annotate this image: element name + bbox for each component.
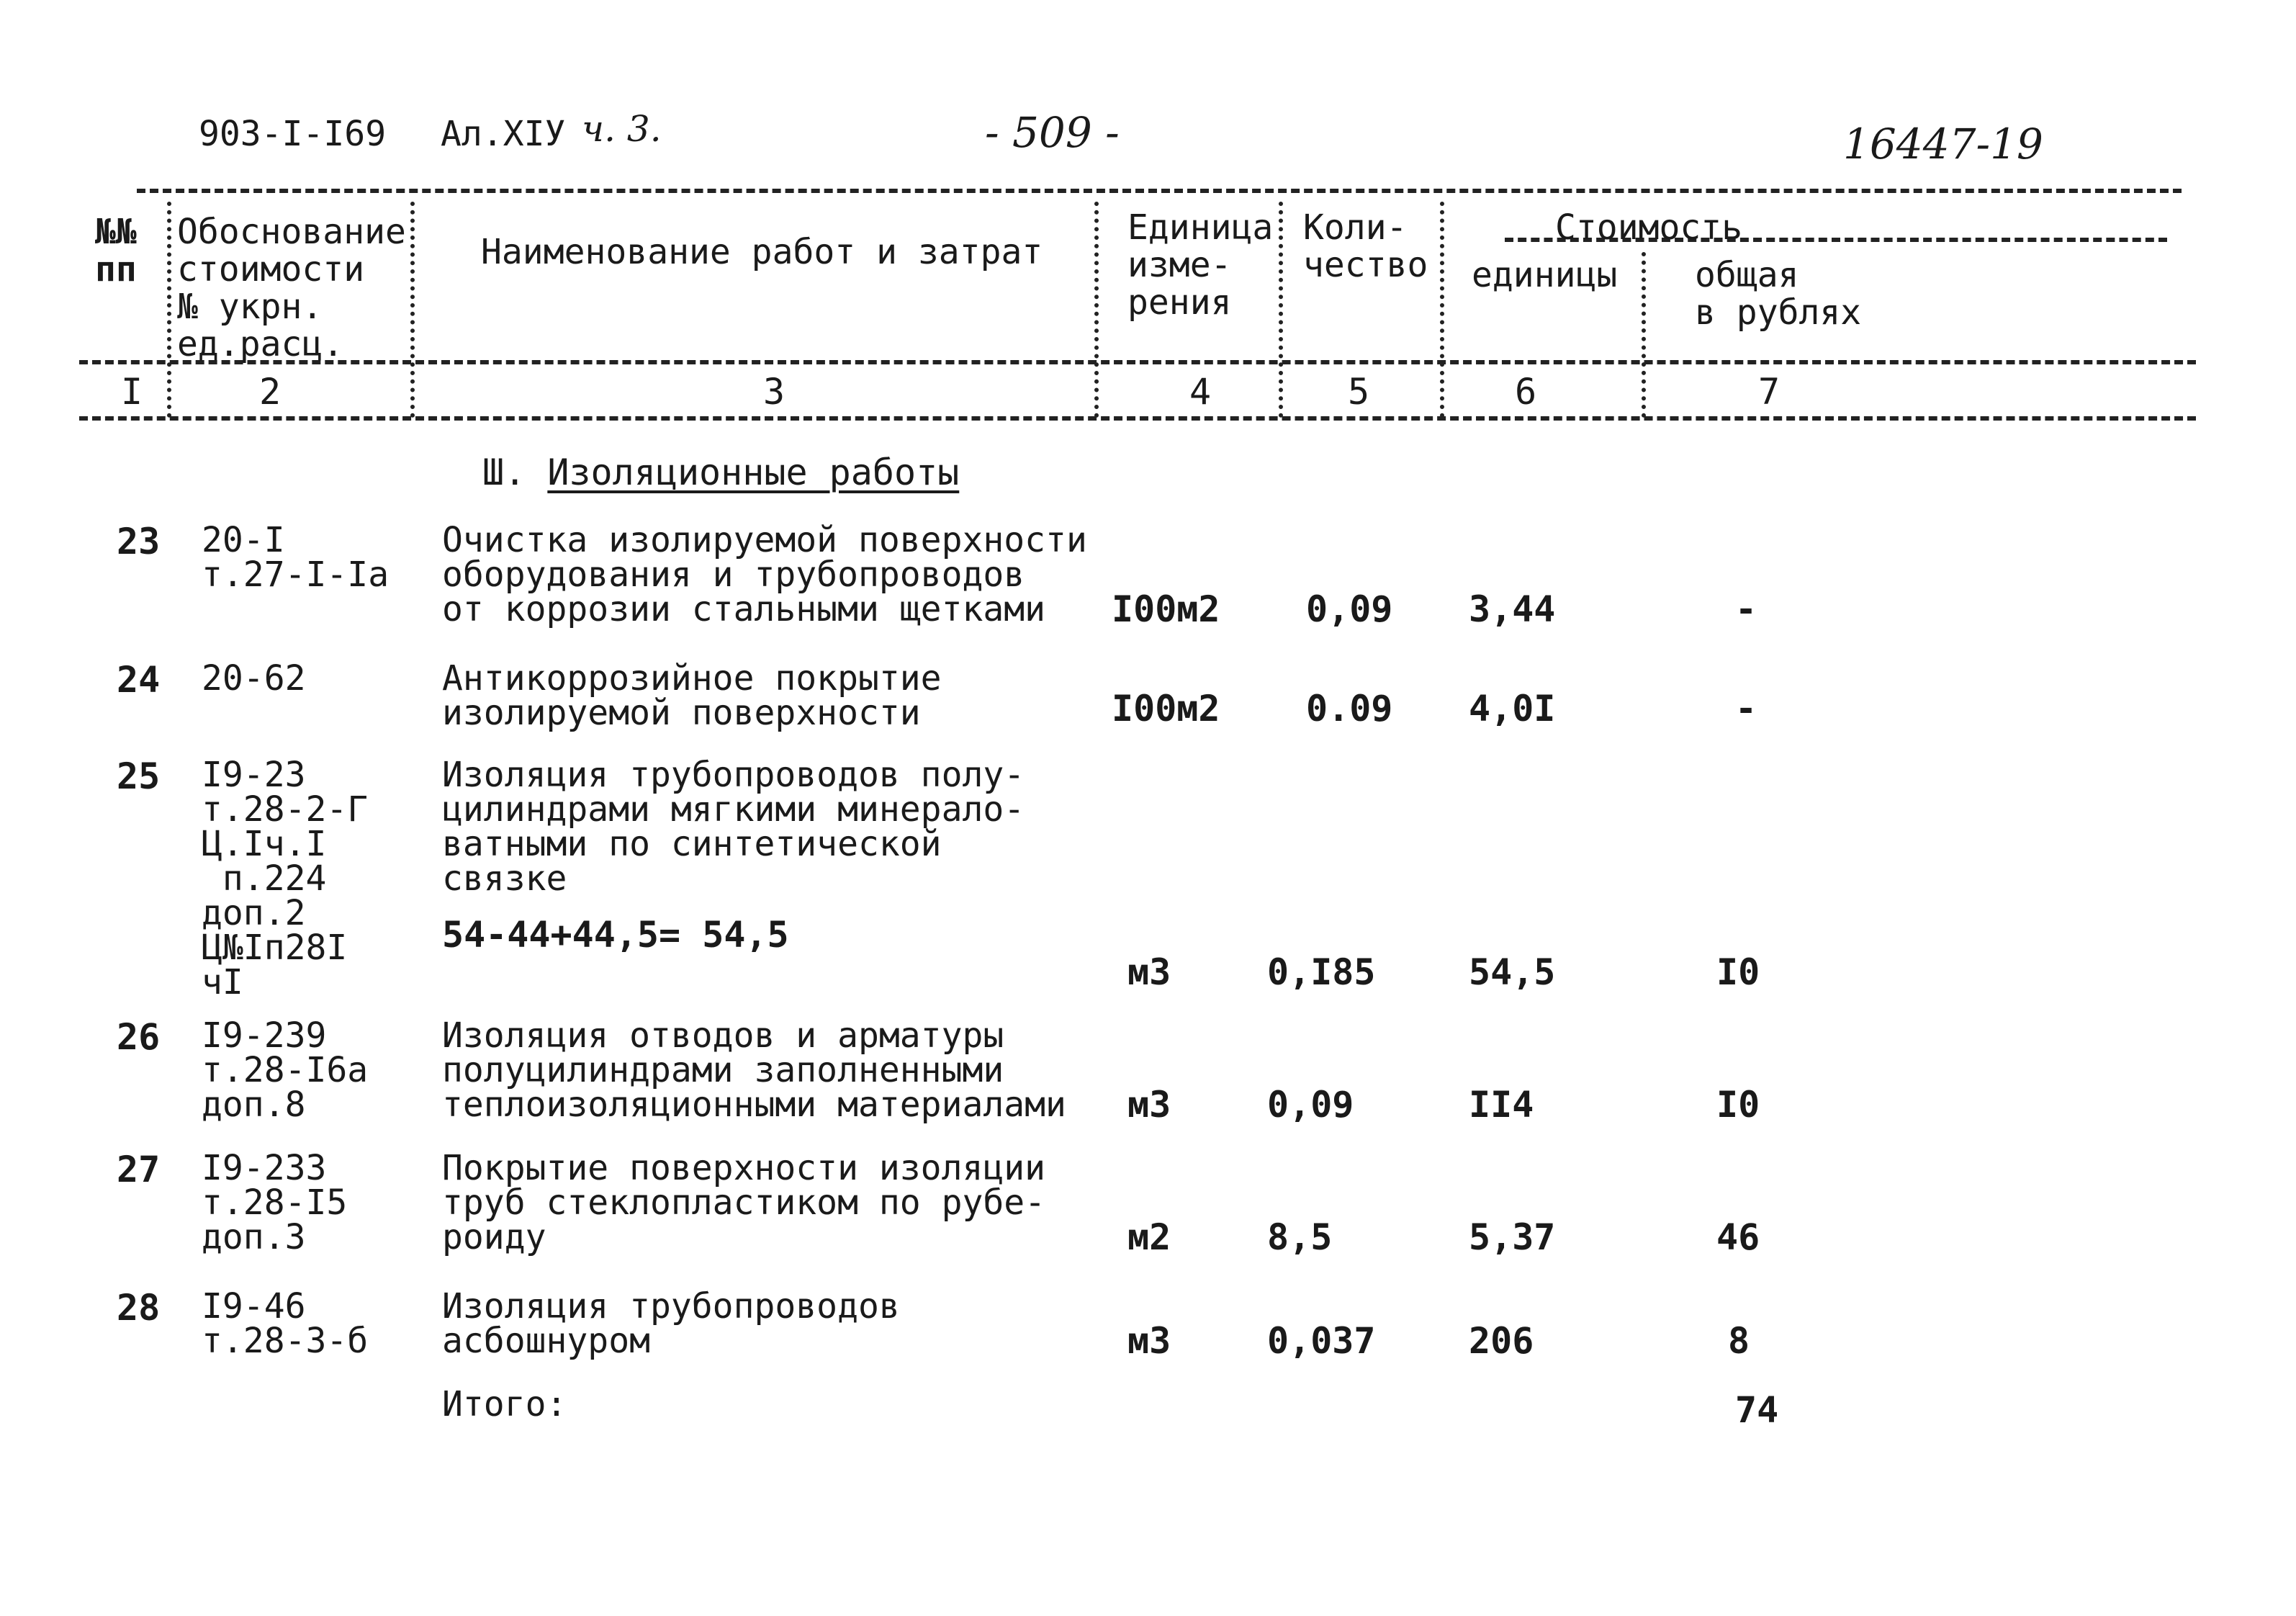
section-numeral: Ш. xyxy=(482,452,526,493)
row-25-unit-cost: 54,5 xyxy=(1469,951,1556,993)
row-25-calc: 54-44+44,5= 54,5 xyxy=(442,914,789,956)
row-26-total: I0 xyxy=(1716,1084,1760,1126)
row-27-unit-cost: 5,37 xyxy=(1469,1216,1556,1258)
row-26-name: Изоляция отводов и арматуры полуцилиндрами заполненными теплоизоляционными материалами xyxy=(442,1015,1066,1125)
row-26-number: 26 xyxy=(117,1016,161,1058)
row-24-unit-cost: 4,0I xyxy=(1469,688,1556,730)
header-bottom-rule xyxy=(79,416,2196,421)
row-28-basis: I9-46 т.28-3-б xyxy=(202,1286,369,1361)
row-27-number: 27 xyxy=(117,1149,161,1190)
section-name: Изоляционные работы xyxy=(547,452,960,493)
row-28-number: 28 xyxy=(117,1287,161,1329)
row-25-number: 25 xyxy=(117,755,161,797)
row-24-name: Антикоррозийное покрытие изолируемой поверхности xyxy=(442,658,942,733)
col-sep-2 xyxy=(410,202,415,418)
col-sep-4 xyxy=(1279,202,1283,418)
row-23-unit-cost: 3,44 xyxy=(1469,588,1556,630)
row-27-name: Покрытие поверхности изоляции труб стеклопластиком по рубе- роиду xyxy=(442,1148,1046,1257)
header-col-basis: Обоснование стоимости № укрн. ед.расц. xyxy=(177,212,406,364)
row-24-basis: 20-62 xyxy=(202,658,306,699)
header-col-unit-cost: единицы xyxy=(1472,255,1618,295)
header-col-unit: Единица изме- рения xyxy=(1127,207,1274,323)
row-23-name: Очистка изолируемой поверхности оборудования и трубопроводов от коррозии стальными щетками xyxy=(442,520,1087,629)
album-note: ч. 3. xyxy=(582,108,662,150)
col-sep-1 xyxy=(167,202,171,418)
header-col-total: общая в рублях xyxy=(1695,255,1862,333)
row-24-total: - xyxy=(1735,688,1757,730)
header-col-qty: Коли- чество xyxy=(1303,207,1428,285)
header-cost-group: Стоимость xyxy=(1555,207,1743,248)
sheet-code: 16447-19 xyxy=(1843,120,2043,169)
col-number-3: 3 xyxy=(763,371,785,413)
row-28-qty: 0,037 xyxy=(1267,1320,1376,1362)
total-label: Итого: xyxy=(442,1384,567,1424)
col-sep-3 xyxy=(1094,202,1099,418)
header-top-rule xyxy=(137,189,2182,193)
row-24-number: 24 xyxy=(117,659,161,701)
page-number: - 509 - xyxy=(985,108,1120,157)
section-title xyxy=(482,452,959,493)
row-23-number: 23 xyxy=(117,521,161,562)
row-28-unit: м3 xyxy=(1127,1320,1171,1362)
row-27-basis: I9-233 т.28-I5 доп.3 xyxy=(202,1148,348,1257)
row-26-unit: м3 xyxy=(1127,1084,1171,1126)
row-27-qty: 8,5 xyxy=(1267,1216,1333,1258)
row-25-unit: м3 xyxy=(1127,951,1171,993)
row-24-unit: I00м2 xyxy=(1112,688,1220,730)
row-23-basis: 20-I т.27-I-Iа xyxy=(202,520,390,595)
row-26-unit-cost: II4 xyxy=(1469,1084,1534,1126)
row-24-qty: 0.09 xyxy=(1306,688,1393,730)
col-number-7: 7 xyxy=(1758,371,1780,413)
row-28-unit-cost: 206 xyxy=(1469,1320,1534,1362)
col-number-4: 4 xyxy=(1189,371,1212,413)
row-25-basis: I9-23 т.28-2-Г Ц.Iч.I п.224 доп.2 Ц№Iп28I чI xyxy=(202,755,369,1002)
col-number-6: 6 xyxy=(1515,371,1537,413)
col-number-2: 2 xyxy=(259,371,282,413)
row-28-total: 8 xyxy=(1728,1320,1750,1362)
row-26-qty: 0,09 xyxy=(1267,1084,1354,1126)
col-sep-6 xyxy=(1642,252,1646,418)
album-number: Ал.XIУ xyxy=(441,114,566,154)
row-26-basis: I9-239 т.28-I6а доп.8 xyxy=(202,1015,369,1125)
col-number-5: 5 xyxy=(1348,371,1370,413)
col-sep-5 xyxy=(1440,202,1444,418)
row-23-qty: 0,09 xyxy=(1306,588,1393,630)
row-27-total: 46 xyxy=(1716,1216,1760,1258)
header-col-name: Наименование работ и затрат xyxy=(481,232,1043,272)
doc-code: 903-I-I69 xyxy=(199,114,387,154)
row-25-qty: 0,I85 xyxy=(1267,951,1376,993)
row-28-name: Изоляция трубопроводов асбошнуром xyxy=(442,1286,900,1361)
row-23-total: - xyxy=(1735,588,1757,630)
col-number-1: I xyxy=(121,371,143,413)
header-col-number: №№ пп xyxy=(95,212,137,289)
row-25-total: I0 xyxy=(1716,951,1760,993)
row-23-unit: I00м2 xyxy=(1112,588,1220,630)
row-25-name: Изоляция трубопроводов полу- цилиндрами мягкими минерало- ватными по синтетической связке xyxy=(442,755,1025,899)
total-value: 74 xyxy=(1735,1389,1779,1431)
row-27-unit: м2 xyxy=(1127,1216,1171,1258)
